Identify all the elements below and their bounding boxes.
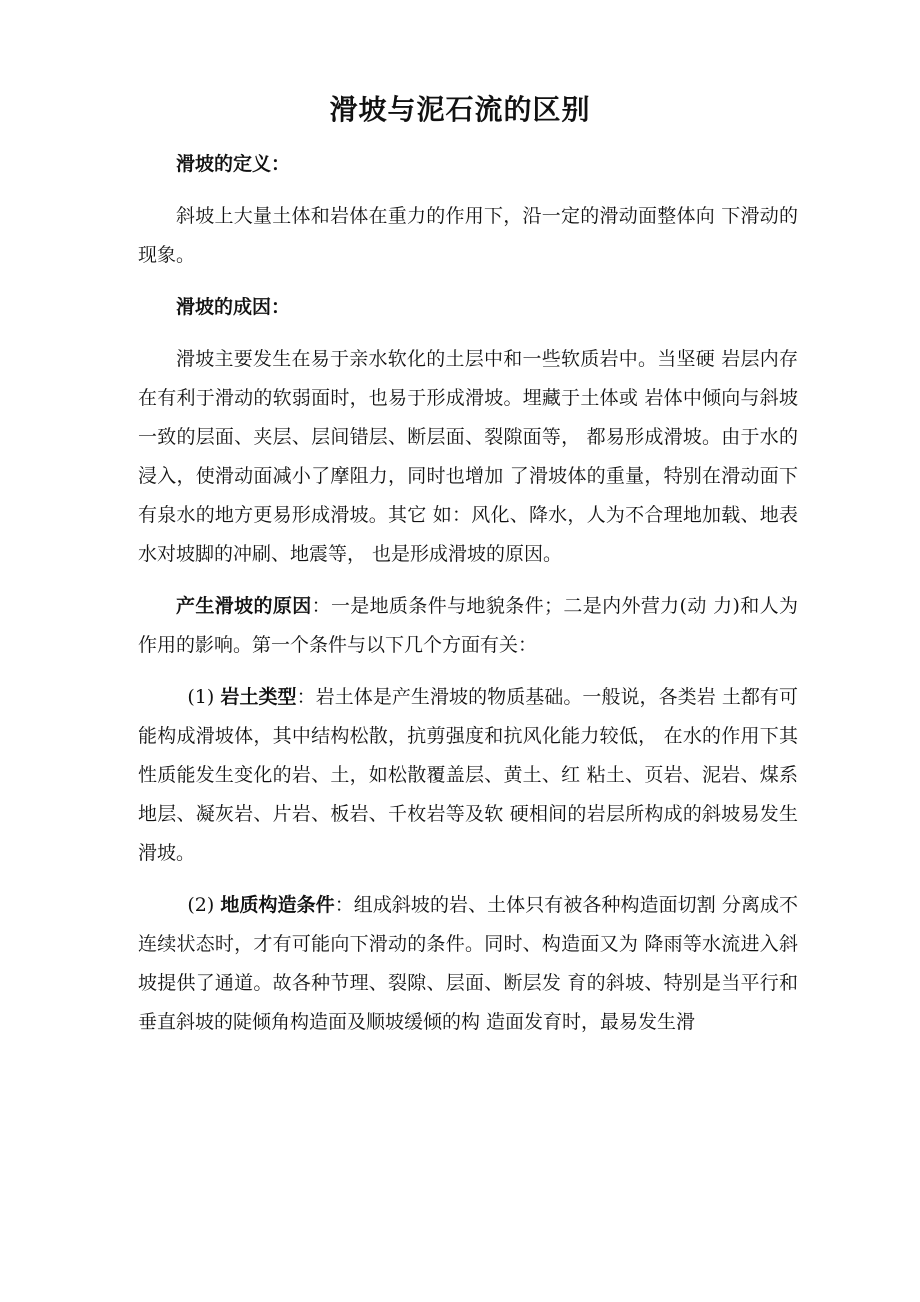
cause-heading: 滑坡的成因：	[176, 296, 291, 318]
item-2-number: (2)	[187, 894, 221, 916]
item-1-paragraph	[138, 678, 798, 873]
item-2-paragraph	[138, 886, 798, 1042]
item-2-label: 地质构造条件	[220, 894, 335, 916]
document-body	[138, 145, 798, 1055]
reason-paragraph	[138, 587, 798, 665]
reason-label: 产生滑坡的原因	[176, 595, 312, 617]
cause-paragraph: 滑坡主要发生在易于亲水软化的土层中和一些软质岩中。当坚硬 岩层内存在有利于滑动的软弱面时，也易于形成滑坡。埋藏于土体或 岩体中倾向与斜坡一致的层面、夹层、层间错层、断层面、裂隙面等， 都易形成滑坡。由于水的浸入，使滑动面减小了摩阻力，同时也增加 了滑坡体的重量，特别在滑动面下有泉水的地方更易形成滑坡。其它 如：风化、降水，人为不合理地加载、地表水对坡脚的冲刷、地震等， 也是形成滑坡的原因。	[138, 348, 798, 565]
item-1-label: 岩土类型	[220, 686, 297, 708]
item-1-text: ：岩土体是产生滑坡的物质基础。一般说，各类岩 土都有可能构成滑坡体，其中结构松散，抗剪强度和抗风化能力较低， 在水的作用下其性质能发生变化的岩、土，如松散覆盖层、黄土、红 粘土、页岩、泥岩、煤系地层、凝灰岩、片岩、板岩、千枚岩等及软 硬相间的岩层所构成的斜坡易发生滑坡。	[138, 686, 799, 864]
definition-paragraph: 斜坡上大量土体和岩体在重力的作用下，沿一定的滑动面整体向 下滑动的现象。	[138, 205, 798, 266]
definition-heading: 滑坡的定义：	[176, 153, 291, 175]
document-title: 滑坡与泥石流的区别	[329, 93, 591, 126]
reason-text: ：一是地质条件与地貌条件；二是内外营力(动 力)和人为作用的影响。第一个条件与以下几个方面有关：	[138, 595, 798, 656]
item-1-number: (1)	[187, 686, 221, 708]
item-2-text: ：组成斜坡的岩、土体只有被各种构造面切割 分离成不连续状态时，才有可能向下滑动的条件。同时、构造面又为 降雨等水流进入斜坡提供了通道。故各种节理、裂隙、层面、断层发 育的斜坡、特别是当平行和垂直斜坡的陡倾角构造面及顺坡缓倾的构 造面发育时，最易发生滑	[138, 894, 798, 1033]
